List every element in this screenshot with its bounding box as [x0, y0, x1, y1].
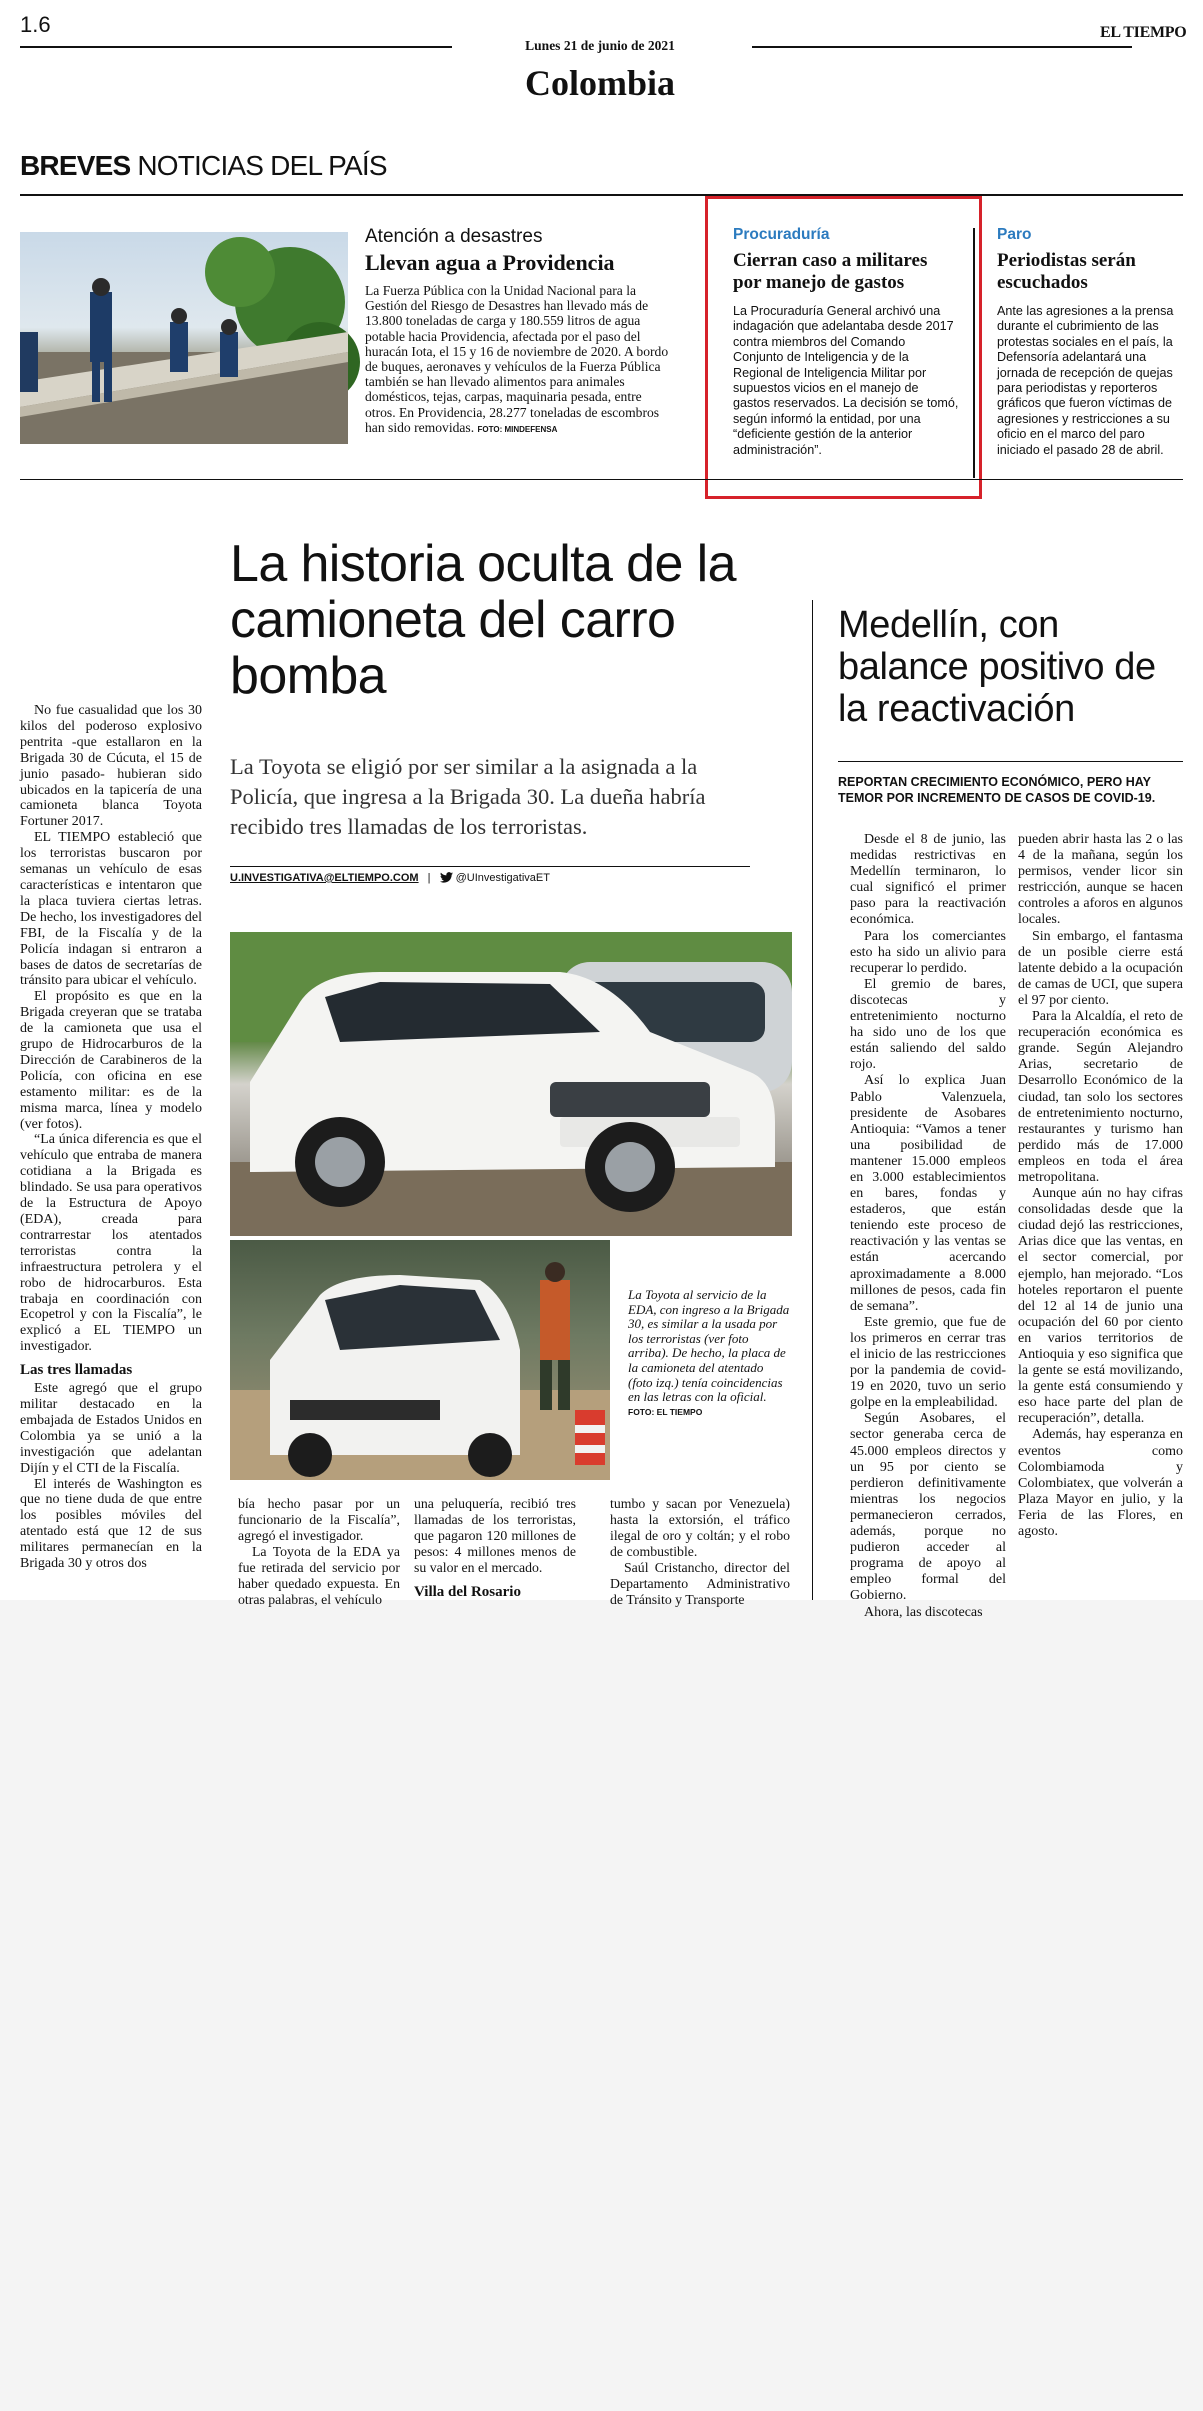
photo-caption: La Toyota al servicio de la EDA, con ingreso a la Brigada 30, es similar a la usada por los terroristas (ver foto arriba). De hecho, la placa de la camioneta del atentado (foto izq.) tenía coincidencias en las letras con la oficial.	[628, 1287, 790, 1405]
side-headline: Medellín, con balance positivo de la reactivación	[838, 604, 1156, 730]
brief-3-headline: Periodistas serán escuchados	[997, 250, 1136, 293]
main-body-col2	[238, 1496, 400, 1608]
main-col1-p: No fue casualidad que los 30 kilos del poderoso explosivo pentrita -que estallaron en la Brigada 30 de Cúcuta, el 15 de junio pasado- hubieran sido ubicados en la tapicería de una camioneta blanca Toyota Fortuner 2017.	[20, 703, 202, 830]
side-body-col2	[1018, 832, 1183, 1540]
main-headline: La historia oculta de la camioneta del carro bomba	[230, 535, 736, 705]
main-col2-p: bía hecho pasar por un funcionario de la Fiscalía”, agregó el investigador.	[238, 1496, 400, 1543]
brief-3-body: Ante las agresiones a la prensa durante el cubrimiento de las protestas sociales en el país, la Defensoría adelantará una jornada de recepción de quejas para periodistas y reporteros gráficos que fueron víctimas de agresiones y restricciones a su oficio en el marco del paro iniciado el pasado 28 de abril.	[997, 304, 1174, 457]
brief-2-kicker: Procuraduría	[733, 226, 830, 243]
brief-2-headline: Cierran caso a militares por manejo de gastos	[733, 250, 928, 293]
main-col1-p: “La única diferencia es que el vehículo que entraba de manera cotidiana a la Brigada es blindado. Se usa para operativos de la Estructura de Apoyo (EDA), creada para contrarrestar los atentados terroristas contra la infraestructura petrolera y el robo de hidrocarburos. Esta trabaja en coordinación con Ecopetrol y con la Fiscalía”, le explicó a EL TIEMPO un investigador.	[20, 1132, 202, 1355]
page-date: Lunes 21 de junio de 2021	[525, 38, 675, 53]
breves-label-bold: BREVES	[20, 150, 131, 181]
side-col2-p: pueden abrir hasta las 2 o las 4 de la mañana, según los permisos, vender licor sin restricción, aunque se hacen controles a aforos en algunos locales.	[1018, 832, 1183, 928]
side-col1-p: Para los comerciantes esto ha sido un alivio para recuperar lo perdido.	[850, 928, 1006, 976]
side-col1-p: Este gremio, que fue de los primeros en cerrar tras el inicio de las restricciones por la pandemia de covid-19 en 2020, tuvo un serio golpe en la empleabilidad.	[850, 1314, 1006, 1411]
main-col4-p: Saúl Cristancho, director del Departamento Administrativo de Tránsito y Transporte	[610, 1560, 790, 1607]
providencia-photo	[20, 232, 348, 444]
side-deck: REPORTAN CRECIMIENTO ECONÓMICO, PERO HAY TEMOR POR INCREMENTO DE CASOS DE COVID-19.	[838, 775, 1156, 805]
main-col3-subhead: Villa del Rosario	[414, 1584, 521, 1600]
side-col2-p: Sin embargo, el fantasma de un posible cierre está latente debido a la ocupación de camas de UCI, que supera el 97 por ciento.	[1018, 928, 1183, 1008]
section-title: Colombia	[524, 63, 675, 103]
byline-email[interactable]: U.INVESTIGATIVA@ELTIEMPO.COM	[230, 872, 419, 884]
brief-1-body: La Fuerza Pública con la Unidad Nacional para la Gestión del Riesgo de Desastres han llevado más de 13.800 toneladas de carga y 180.559 litros de agua potable hacia Providencia, afectada por el paso del huracán Iota, el 15 y 16 de noviembre de 2020. A bordo de buques, aeronaves y vehículos de la Fuerza Pública también se han llevado alimentos para animales domésticos, tejas, carpas, maquinaria pesada, entre otros. En Providencia, 28.277 toneladas de escombros han sido removidas.	[365, 283, 669, 435]
side-col2-p: Además, hay esperanza en eventos como Colombiamoda y Colombiatex, que volverán a Plaza Mayor en julio, y la Feria de las Flores, en agosto.	[1018, 1427, 1183, 1540]
page-number: 1.6	[20, 12, 51, 37]
side-body-col1	[850, 832, 1006, 1621]
photo-caption-credit: FOTO: EL TIEMPO	[628, 1406, 703, 1417]
brief-2-body: La Procuraduría General archivó una indagación que adelantaba desde 2017 contra miembros del Comando Conjunto de Inteligencia y de la Regional de Inteligencia Militar por supuestos vicios en el manejo de gastos reservados. La decisión se tomó, según informó la entidad, por una “deficiente gestión de la anterior administración”.	[733, 304, 959, 457]
brief-3-kicker: Paro	[997, 226, 1032, 243]
twitter-icon	[440, 872, 453, 886]
main-col1-p: El interés de Washington es que no tiene duda de que entre los posibles móviles del atentado está que 12 de sus militares permanecían en la Brigada 30 y otros dos	[20, 1476, 202, 1572]
main-deck: La Toyota se eligió por ser similar a la asignada a la Policía, que ingresa a la Brigada 30. La dueña habría recibido tres llamadas de los terroristas.	[230, 754, 706, 839]
side-col1-p: Según Asobares, el sector generaba cerca de 45.000 empleos directos y un 95 por ciento se perdieron definitivamente mientras los negocios permanecieron cerrados, además, porque no pudieron acceder al programa de apoyo al empleo formal del Gobierno.	[850, 1411, 1006, 1604]
breves-label	[20, 150, 387, 182]
brief-1-body-wrap	[365, 283, 675, 437]
byline: U.INVESTIGATIVA@ELTIEMPO.COM | @UInvestigativaET	[230, 872, 550, 884]
main-body-col1	[20, 703, 202, 1572]
brand-logo: EL TIEMPO	[1100, 24, 1187, 41]
side-col1-p: Así lo explica Juan Pablo Valenzuela, presidente de Asobares Antioquia: “Vamos a tener una posibilidad de mantener 15.000 empleos en 3.000 establecimientos en bares, fondas y estaderos, que están teniendo este proceso de reactivación y las ventas se están acercando aproximadamente a 8.000 millones de pesos, cada fin de semana”.	[850, 1073, 1006, 1314]
toyota-photo-top	[230, 932, 792, 1236]
main-col1-p: El propósito es que en la Brigada creyeran que se trataba de la camioneta que usa el grupo de Hidrocarburos de la Dirección de Carabineros de la Policía, con oficina en ese estamento militar: es de la misma marca, línea y modelo (ver fotos).	[20, 989, 202, 1132]
toyota-photo-bottom	[230, 1240, 610, 1480]
side-col1-p: El gremio de bares, discotecas y entretenimiento nocturno ha sido uno de los que están saliendo del saldo rojo.	[850, 976, 1006, 1073]
main-col2-p: La Toyota de la EDA ya fue retirada del servicio por haber quedado expuesta. En otras palabras, el vehículo	[238, 1544, 400, 1607]
main-col1-subhead: Las tres llamadas	[20, 1362, 133, 1379]
side-col1-p: Ahora, las discotecas	[864, 1604, 983, 1620]
breves-label-rest: NOTICIAS DEL PAÍS	[130, 150, 387, 181]
brief-1-kicker: Atención a desastres	[365, 226, 543, 247]
side-col2-p: Para la Alcaldía, el reto de recuperación económica es grande. Según Alejandro Arias, secretario de Desarrollo Económico de la ciudad, tan solo los sectores de entretenimiento nocturno, restaurantes y turismo han perdido más de 17.000 empleos en toda el área metropolitana.	[1018, 1009, 1183, 1185]
main-body-col4	[610, 1496, 790, 1608]
brief-1-headline: Llevan agua a Providencia	[365, 250, 615, 275]
photo-caption-wrap	[628, 1288, 790, 1417]
main-body-col3	[414, 1496, 576, 1602]
brief-1-credit: FOTO: MINDEFENSA	[477, 424, 558, 434]
byline-twitter[interactable]: @UInvestigativaET	[455, 872, 550, 884]
side-col2-p: Aunque aún no hay cifras consolidadas desde que la ciudad dejó las restricciones, Arias dice que las ventas, en el sector comercial, por ejemplo, han mejorado. “Los hoteles reportaron el puente del 12 al 14 de junio una ocupación del 60 por ciento en varios territorios de Antioquia y eso significa que la gente se está movilizando, la gente está consumiendo y eso hace parte del plan de recuperación”, detalla.	[1018, 1186, 1183, 1427]
side-col1-p: Desde el 8 de junio, las medidas restrictivas en Medellín terminaron, lo cual significó el primer paso para la reactivación económica.	[850, 832, 1006, 928]
main-col1-p: Este agregó que el grupo militar destacado en la embajada de Estados Unidos en Colombia ya se unió a la investigación que adelantan Dijín y el CTI de la Fiscalía.	[20, 1381, 202, 1476]
main-col4-p: tumbo y sacan por Venezuela) hasta la extorsión, el tráfico ilegal de oro y coltán; y el robo de combustible.	[610, 1496, 790, 1559]
main-col3-p: una peluquería, recibió tres llamadas de los terroristas, que pagaron 120 millones de pesos: 4 millones menos de su valor en el mercado.	[414, 1496, 576, 1575]
main-col1-p: EL TIEMPO estableció que los terroristas buscaron por semanas un vehículo de esas características e intentaron que la placa tuviera ciertas letras. De hecho, los investigadores del FBI, de la Fiscalía y de la Policía indagan si entraron a bases de datos de secretarías de tránsito para ubicar el vehículo.	[20, 830, 202, 989]
